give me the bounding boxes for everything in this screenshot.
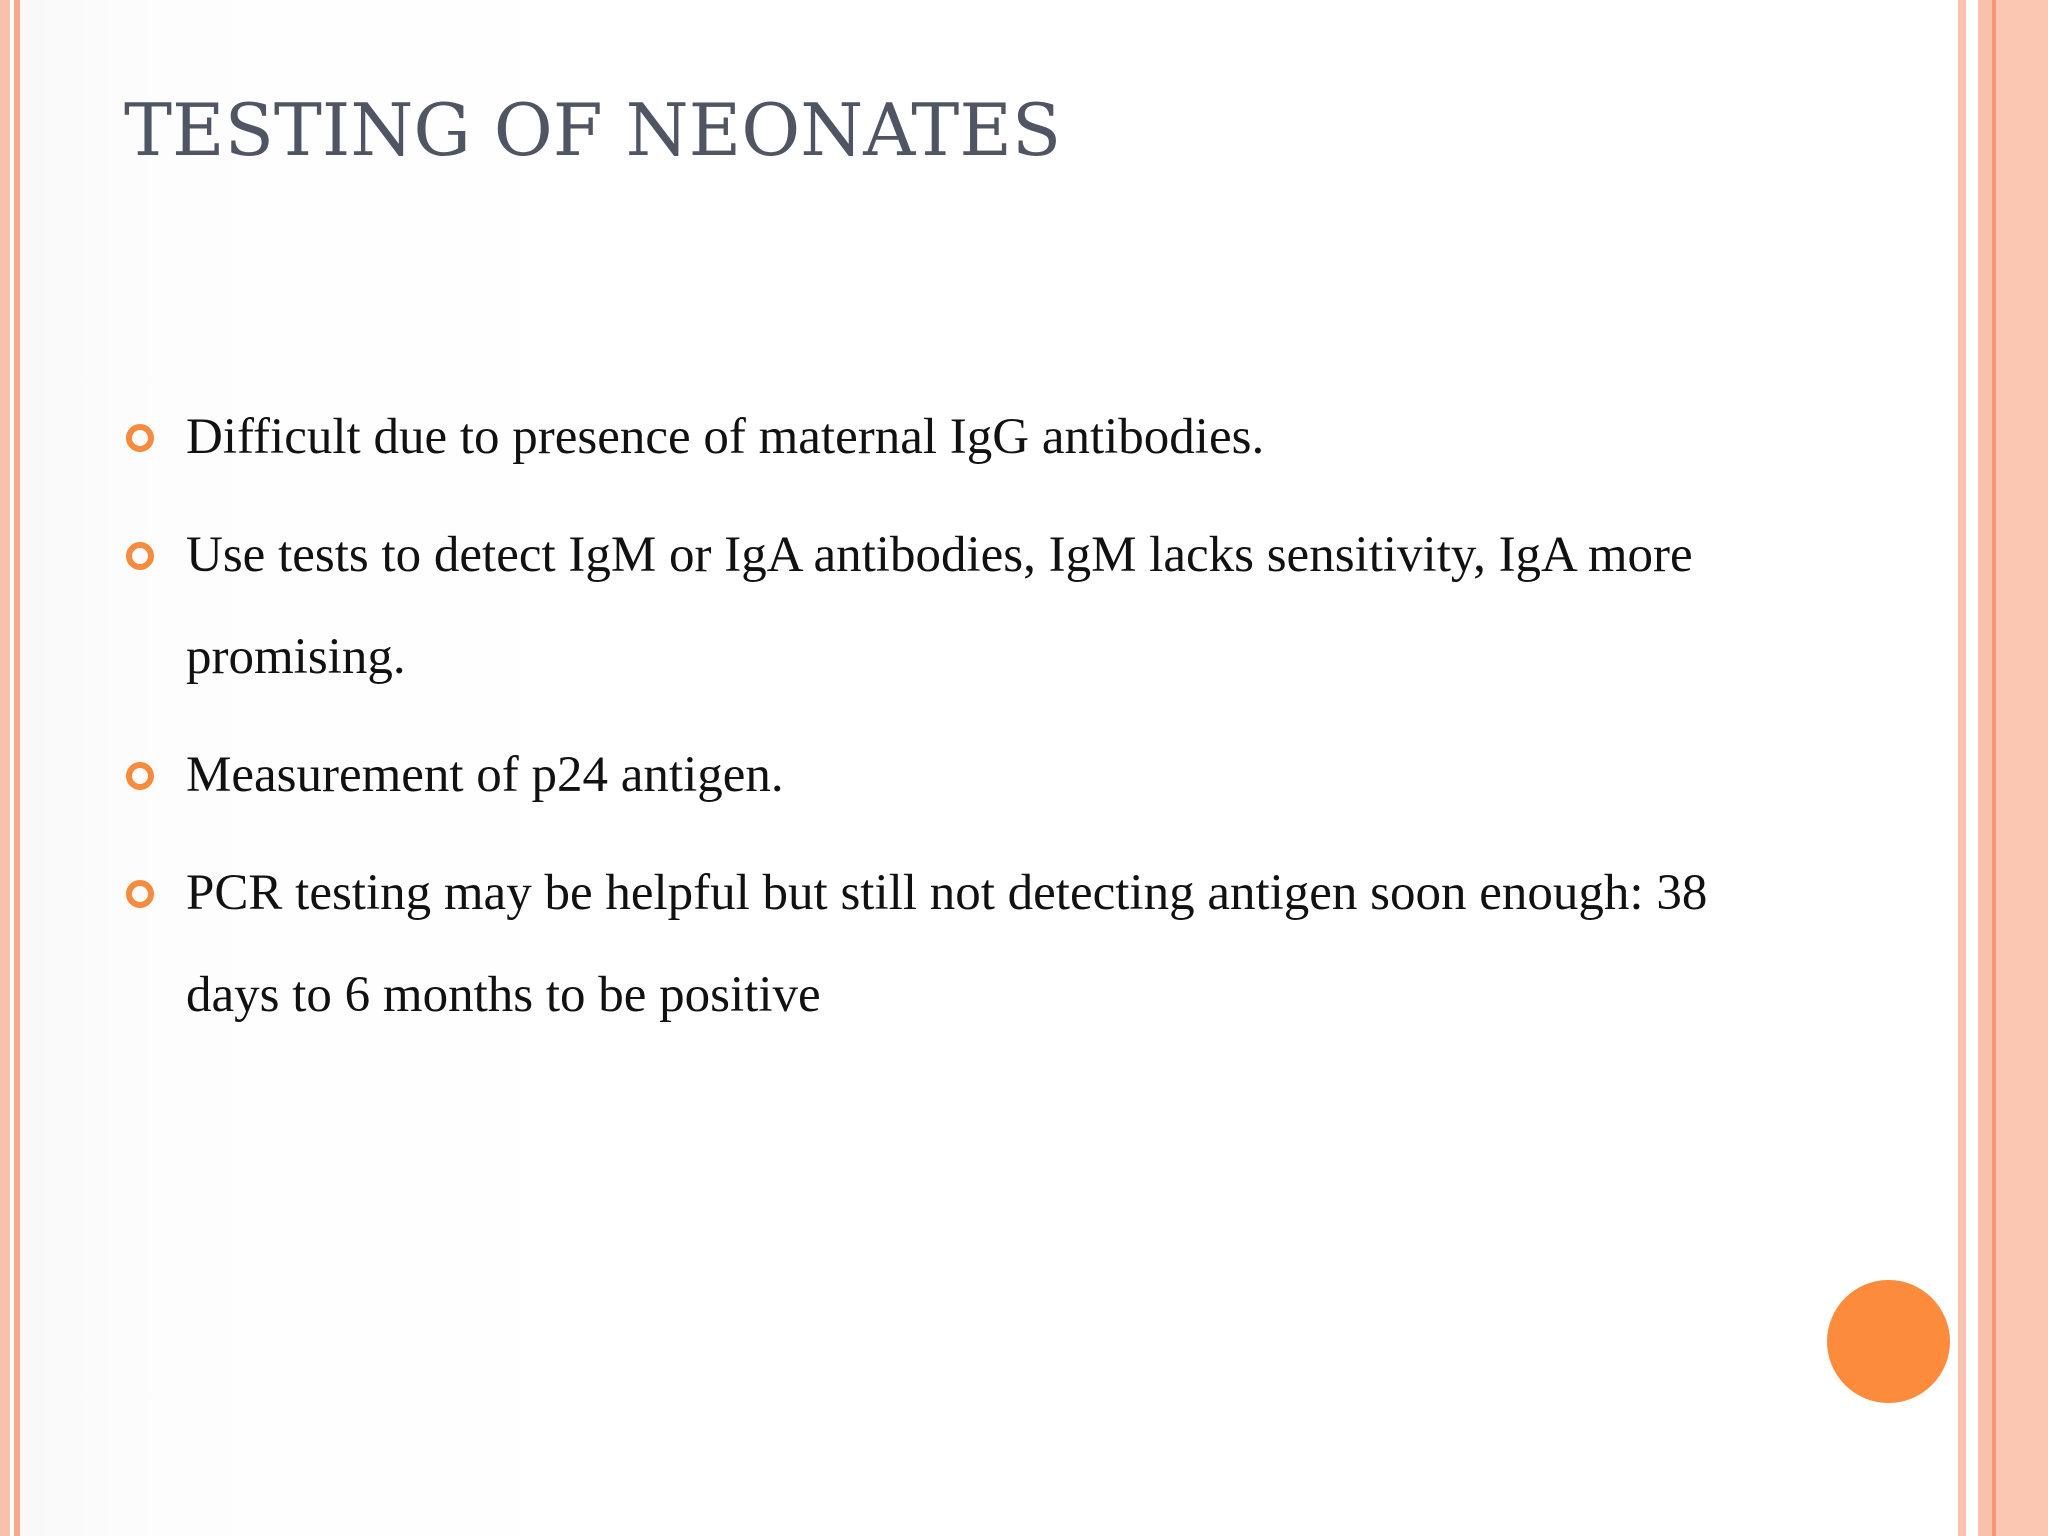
- bullet-text: Measurement of p24 antigen.: [186, 747, 784, 803]
- right-border-stripe-wide: [1978, 0, 1992, 1536]
- left-border-stripe-inner: [14, 0, 20, 1536]
- slide-title: TESTING OF NEONATES: [124, 88, 1062, 172]
- bullet-item: [124, 386, 1784, 488]
- bullet-list: [124, 386, 1784, 1062]
- ring-bullet-icon: [126, 880, 154, 908]
- orange-circle-decoration: [1827, 1280, 1950, 1403]
- bullet-item: [124, 724, 1784, 826]
- ring-bullet-icon: [126, 762, 154, 790]
- bullet-text: Use tests to detect IgM or IgA antibodies, IgM lacks sensitivity, IgA more promising.: [186, 527, 1693, 685]
- bullet-text: PCR testing may be helpful but still not detecting antigen soon enough: 38 days to 6 months to be positive: [186, 865, 1708, 1023]
- ring-bullet-icon: [126, 424, 154, 452]
- right-border-stripe: [1958, 0, 1966, 1536]
- bullet-item: [124, 504, 1784, 708]
- left-border-stripe: [0, 0, 10, 1536]
- bullet-text: Difficult due to presence of maternal IgG antibodies.: [186, 409, 1265, 465]
- ring-bullet-icon: [126, 542, 154, 570]
- bullet-item: [124, 842, 1784, 1046]
- right-border-gap: [1966, 0, 1978, 1536]
- right-border-stripe-outer: [1996, 0, 2048, 1536]
